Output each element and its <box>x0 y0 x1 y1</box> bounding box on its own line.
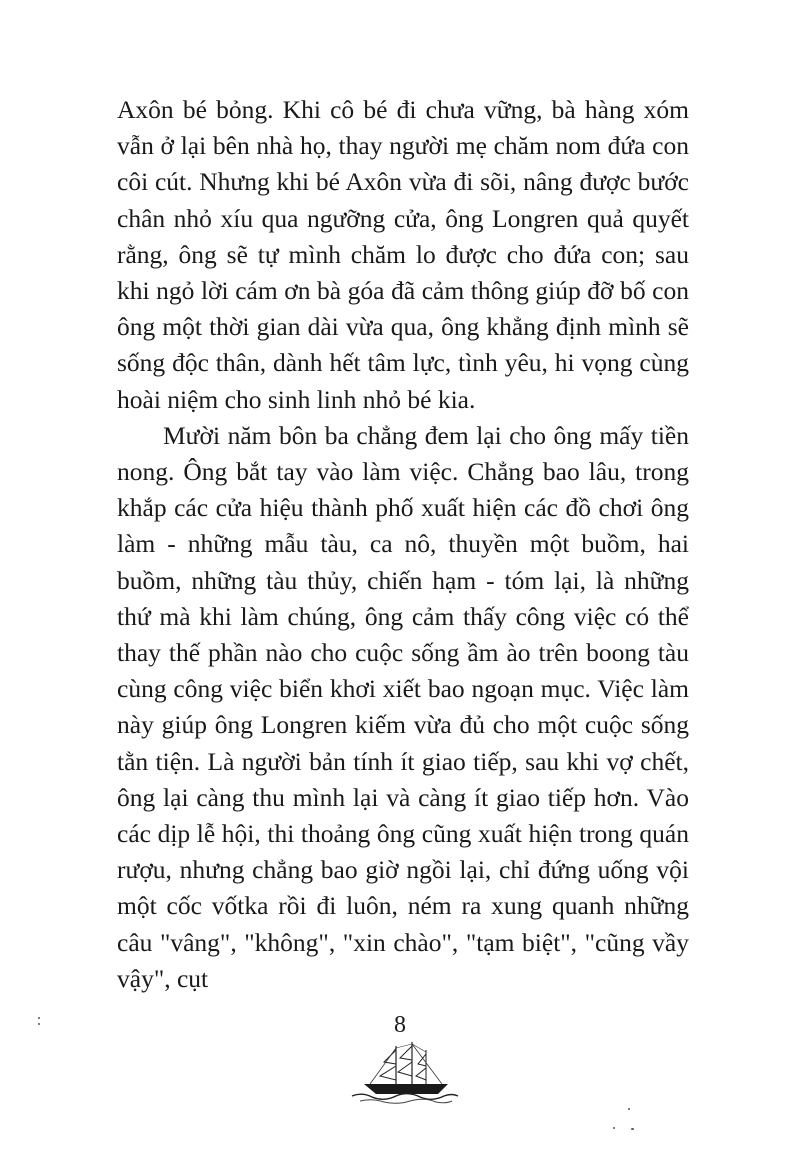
paragraph-1: Axôn bé bỏng. Khi cô bé đi chưa vững, bà hàng xóm vẫn ở lại bên nhà họ, thay người mẹ chăm nom đứa con côi cút. Nhưng khi bé Axôn vừa đi sõi, nâng được bước chân nhỏ xíu qua ngưỡng cửa, ông Longren quả quyết rằng, ông sẽ tự mình chăm lo được cho đứa con; sau khi ngỏ lời cám ơn bà góa đã cảm thông giúp đỡ bố con ông một thời gian dài vừa qua, ông khẳng định mình sẽ sống độc thân, dành hết tâm lực, tình yêu, hi vọng cùng hoài niệm cho sinh linh nhỏ bé kia. <box>117 95 689 414</box>
scan-speck <box>38 1017 40 1019</box>
scan-speck <box>628 1108 630 1110</box>
sailing-ship-icon <box>350 1040 460 1106</box>
paragraph-2: Mười năm bôn ba chẳng đem lại cho ông mấy tiền nong. Ông bắt tay vào làm việc. Chẳng bao lâu, trong khắp các cửa hiệu thành phố xuất hiện các đồ chơi ông làm - những mẫu tàu, ca nô, thuyền một buồm, hai buồm, những tàu thủy, chiến hạm - tóm lại, là những thứ mà khi làm chúng, ông cảm thấy công việc có thể thay thế phần nào cho cuộc sống ầm ào trên boong tàu cùng công việc biển khơi xiết bao ngoạn mục. Việc làm này giúp ông Longren kiếm vừa đủ cho một cuộc sống tằn tiện. Là người bản tính ít giao tiếp, sau khi vợ chết, ông lại càng thu mình lại và càng ít giao tiếp hơn. Vào các dịp lễ hội, thi thoảng ông cũng xuất hiện trong quán rượu, nhưng chẳng bao giờ ngồi lại, chỉ đứng uống vội một cốc vốtka rồi đi luôn, ném ra xung quanh những câu "vâng", "không", "xin chào", "tạm biệt", "cũng vầy vậy", cụt <box>117 420 689 993</box>
scan-speck <box>631 1128 634 1130</box>
body-text <box>117 92 689 997</box>
scan-speck <box>613 1127 615 1129</box>
scan-speck <box>38 1023 40 1025</box>
page-number: 8 <box>394 1012 406 1038</box>
